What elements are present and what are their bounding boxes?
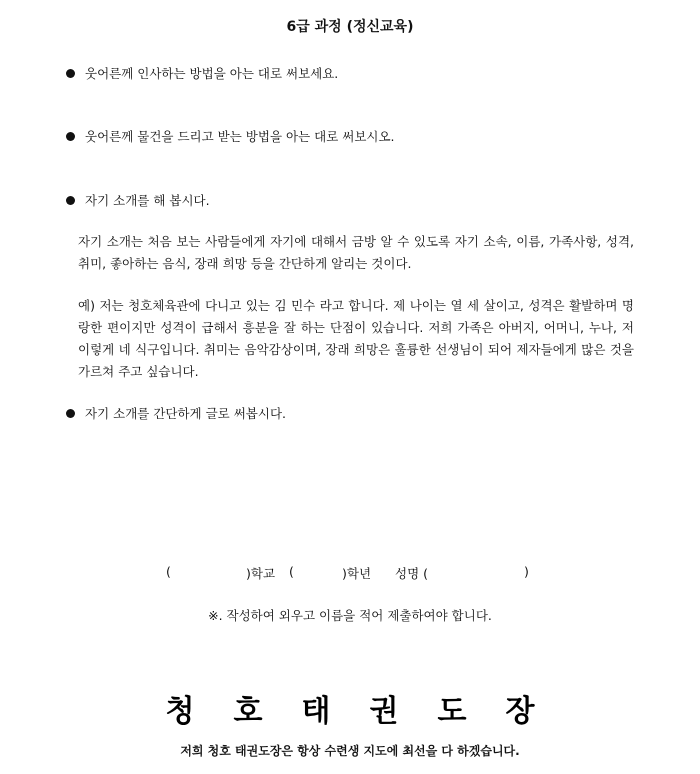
bullet-icon (66, 132, 75, 141)
question-4 (66, 404, 286, 422)
page-title: 6급 과정 (정신교육) (286, 19, 414, 35)
dojang-char: 장 (505, 694, 535, 729)
name-label: 성명 ( (395, 566, 429, 581)
school-open-paren: ( (166, 564, 171, 579)
dojang-char: 권 (369, 694, 399, 729)
dojang-char: 호 (233, 694, 263, 729)
school-label: )학교 (246, 566, 276, 581)
question-3 (66, 191, 210, 209)
grade-open-paren: ( (289, 564, 294, 579)
bullet-icon (66, 196, 75, 205)
question-1-text: 웃어른께 인사하는 방법을 아는 대로 써보세요. (85, 66, 339, 81)
dojang-slogan: 저희 청호 태권도장은 항상 수련생 지도에 최선을 다 하겠습니다. (180, 744, 520, 758)
bullet-icon (66, 409, 75, 418)
grade-label: )학년 (342, 566, 372, 581)
dojang-name (0, 692, 700, 732)
question-1 (66, 64, 338, 82)
self-intro-example: 예) 저는 청호체육관에 다니고 있는 김 민수 라고 합니다. 제 나이는 열 세 살이고, 성격은 활발하며 명랑한 편이지만 성격이 급해서 흥분을 잘 하는 단점이 있습니다. 저희 가족은 아버지, 어머니, 누나, 저 이렇게 네 식구입니다. 취미는 음악감상이며, 장래 희망은 훌륭한 선생님이 되어 제자들에게 많은 것을 가르쳐 주고 싶습니다. (78, 298, 634, 379)
dojang-char: 청 (165, 694, 195, 729)
question-3-text: 자기 소개를 해 봅시다. (85, 193, 210, 208)
submission-note: ※. 작성하여 외우고 이름을 적어 제출하여야 합니다. (208, 608, 492, 623)
name-close-paren: ) (524, 564, 529, 579)
student-info-line (0, 564, 700, 582)
question-2-text: 웃어른께 물건을 드리고 받는 방법을 아는 대로 써보시오. (85, 129, 395, 144)
dojang-char: 도 (437, 694, 467, 729)
dojang-char: 태 (301, 694, 331, 729)
self-intro-description: 자기 소개는 처음 보는 사람들에게 자기에 대해서 금방 알 수 있도록 자기 소속, 이름, 가족사항, 성격, 취미, 좋아하는 음식, 장래 희망 등을 간단하게 알리는 것이다. (78, 234, 634, 271)
question-2 (66, 127, 395, 145)
question-4-text: 자기 소개를 간단하게 글로 써봅시다. (85, 406, 286, 421)
bullet-icon (66, 69, 75, 78)
